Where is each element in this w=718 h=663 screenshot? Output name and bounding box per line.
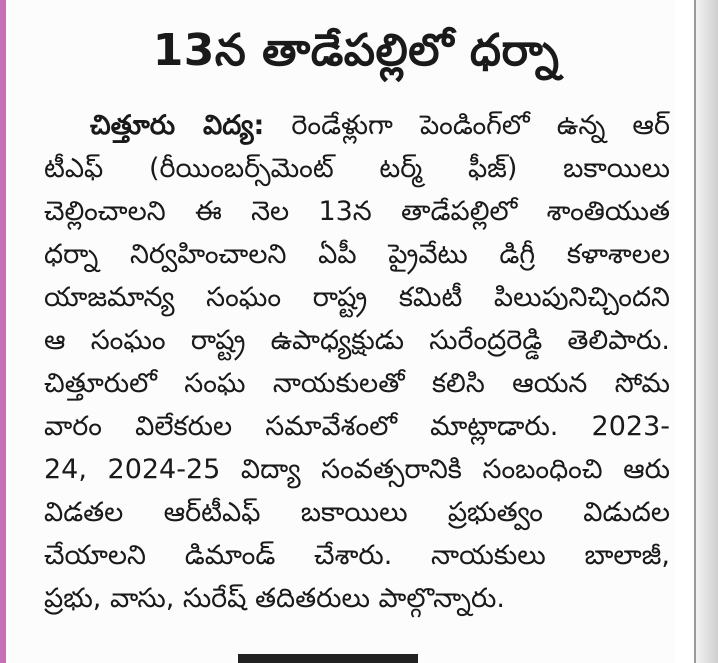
article-body [44,104,670,620]
article-line-6: ఆ సంఘం రాష్ట్ర ఉపాధ్యక్షుడు సురేంద్రరెడ్డి తెలిపారు. [44,325,670,356]
next-article-stub [238,654,418,663]
article-line-1 [44,104,670,147]
article-line-7: చిత్తూరులో సంఘ నాయకులతో కలిసి ఆయన సోమ [44,368,670,399]
article-line-5: యాజమాన్య సంఘం రాష్ట్ర కమిటీ పిలుపునిచ్చిందని [44,282,670,313]
article-headline: 13న తాడేపల్లిలో ధర్నా [152,25,560,76]
article-line-11: చేయాలని డిమాండ్ చేశారు. నాయకులు బాలాజీ, [44,540,670,571]
article-line-10: విడతల ఆర్‌టీఎఫ్ బకాయిలు ప్రభుత్వం విడుదల [44,497,670,528]
page-edge-shadow [696,0,718,663]
article-line-9: 24, 2024-25 విద్యా సంవత్సరానికి సంబంధించి ఆరు [44,454,670,485]
article-line-8: వారం విలేకరుల సమావేశంలో మాట్లాడారు. 2023- [44,411,670,442]
article-line-12: ప్రభు, వాసు, సురేష్ తదితరులు పాల్గొన్నారు. [44,583,505,614]
article-line-1-text: రెండేళ్లుగా పెండింగ్‌లో ఉన్న ఆర్ [291,110,670,141]
article-dateline: చిత్తూరు విద్య: [90,110,265,141]
newspaper-clipping [6,0,674,663]
article-line-4: ధర్నా నిర్వహించాలని ఏపీ ప్రైవేటు డిగ్రీ కళాశాలల [44,239,670,270]
article-line-3: చెల్లించాలని ఈ నెల 13న తాడేపల్లిలో శాంతియుత [44,196,670,227]
article-line-2: టీఎఫ్ (రీయింబర్స్‌మెంట్ టర్మ్ ఫీజ్) బకాయిలు [44,153,670,184]
